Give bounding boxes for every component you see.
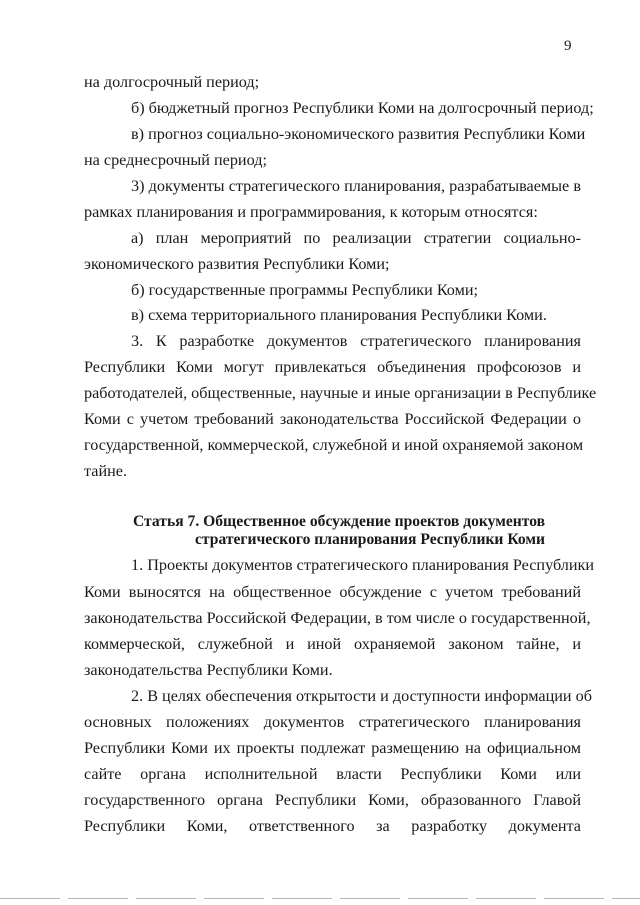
text-line: экономического развития Республики Коми;	[84, 255, 390, 273]
text-line: основных положениях документов стратегического планирования	[84, 713, 581, 731]
text-line: тайне.	[84, 462, 128, 480]
text-line: государственного органа Республики Коми, образованного Главой	[84, 791, 581, 809]
text-line: Коми выносятся на общественное обсуждение с учетом требований	[84, 583, 581, 601]
text-line: Республики Коми, ответственного за разработку документа	[84, 817, 581, 835]
article-heading-line1: Статья 7. Общественное обсуждение проектов документов	[133, 513, 546, 530]
text-line: государственной, коммерческой, служебной и иной охраняемой законом	[84, 436, 584, 454]
text-line: Республики Коми могут привлекаться объединения профсоюзов и	[84, 358, 581, 376]
text-line: законодательства Российской Федерации, в том числе о государственной,	[84, 609, 591, 627]
text-line: Коми с учетом требований законодательства Российской Федерации о	[84, 410, 581, 428]
text-line: 2. В целях обеспечения открытости и доступности информации об	[131, 687, 592, 705]
text-line: на долгосрочный период;	[84, 73, 260, 91]
text-line: в) прогноз социально-экономического развития Республики Коми	[131, 125, 586, 143]
text-line: в) схема территориального планирования Республики Коми.	[131, 306, 547, 324]
text-line: законодательства Республики Коми.	[84, 661, 333, 679]
text-line: 1. Проекты документов стратегического планирования Республики	[131, 556, 595, 574]
text-line: б) государственные программы Республики Коми;	[131, 281, 479, 299]
text-line: на среднесрочный период;	[84, 151, 267, 169]
text-line: работодателей, общественные, научные и иные организации в Республике	[84, 384, 597, 402]
text-line: 3. К разработке документов стратегического планирования	[131, 332, 581, 350]
text-line: Республики Коми их проекты подлежат размещению на официальном	[84, 739, 581, 757]
text-line: коммерческой, служебной и иной охраняемой законом тайне, и	[84, 635, 581, 653]
page-number: 9	[564, 38, 572, 54]
text-line: 3) документы стратегического планирования, разрабатываемые в	[131, 177, 581, 195]
text-line: рамках планирования и программирования, к которым относятся:	[84, 203, 538, 221]
article-heading-line2: стратегического планирования Республики Коми	[195, 531, 545, 548]
bottom-scan-rule	[0, 898, 640, 899]
text-line: б) бюджетный прогноз Республики Коми на долгосрочный период;	[131, 99, 594, 117]
text-line: а) план мероприятий по реализации стратегии социально-	[131, 229, 581, 247]
text-line: сайте органа исполнительной власти Республики Коми или	[84, 765, 581, 783]
